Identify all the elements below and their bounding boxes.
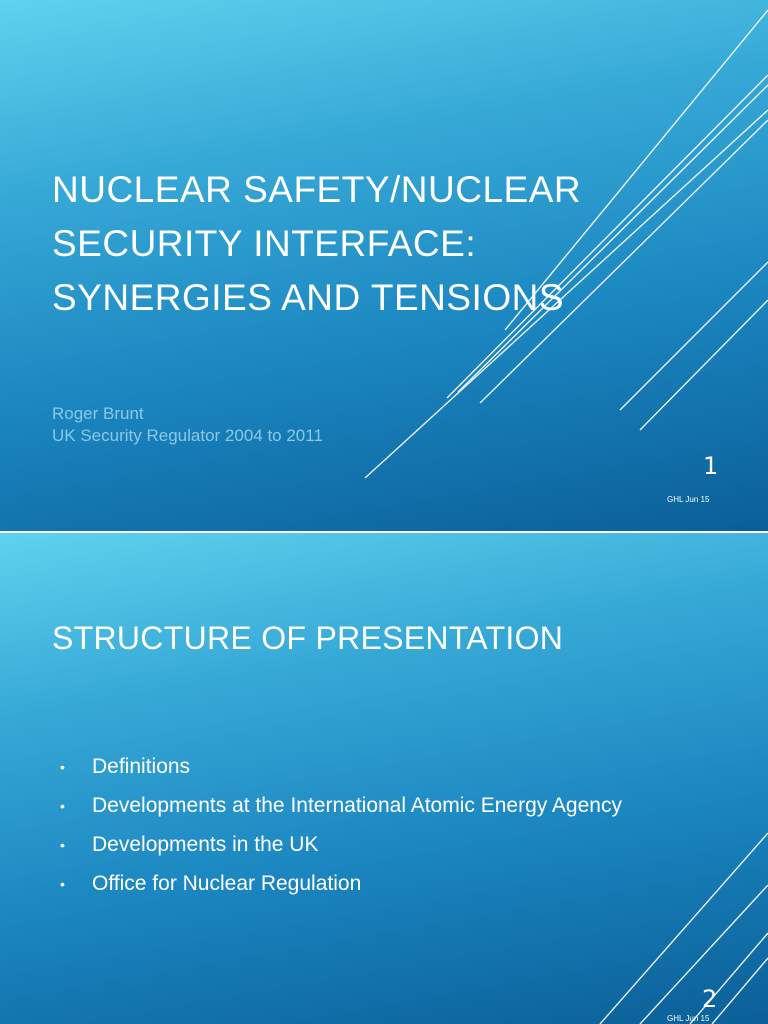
list-item (60, 830, 700, 860)
slide-number: 1 (703, 452, 719, 480)
bullet-text: Definitions (92, 755, 191, 778)
slide-subtitle (52, 403, 323, 447)
title-line: SECURITY INTERFACE: (52, 223, 477, 264)
list-item (60, 752, 700, 782)
bullet-icon: • (60, 798, 65, 814)
list-item (60, 869, 700, 899)
slide-2 (0, 533, 768, 1024)
author-name: Roger Brunt (52, 404, 144, 423)
slide-footer: GHL Jun 15 (667, 495, 710, 504)
bullet-icon: • (60, 837, 65, 853)
slide-title (52, 163, 692, 325)
slide-footer: GHL Jun 15 (667, 1014, 710, 1023)
bullet-icon: • (60, 876, 65, 892)
author-role: UK Security Regulator 2004 to 2011 (52, 426, 323, 445)
slide-title: STRUCTURE OF PRESENTATION (52, 620, 564, 656)
bullet-list (60, 752, 700, 908)
title-line: NUCLEAR SAFETY/NUCLEAR (52, 169, 582, 210)
slide-number: 2 (702, 985, 718, 1013)
title-line: SYNERGIES AND TENSIONS (52, 277, 564, 318)
bullet-icon: • (60, 759, 65, 775)
bullet-text: Developments at the International Atomic Energy Agency (92, 794, 622, 817)
list-item (60, 791, 700, 821)
bullet-text: Developments in the UK (92, 833, 319, 856)
bullet-text: Office for Nuclear Regulation (92, 872, 362, 895)
